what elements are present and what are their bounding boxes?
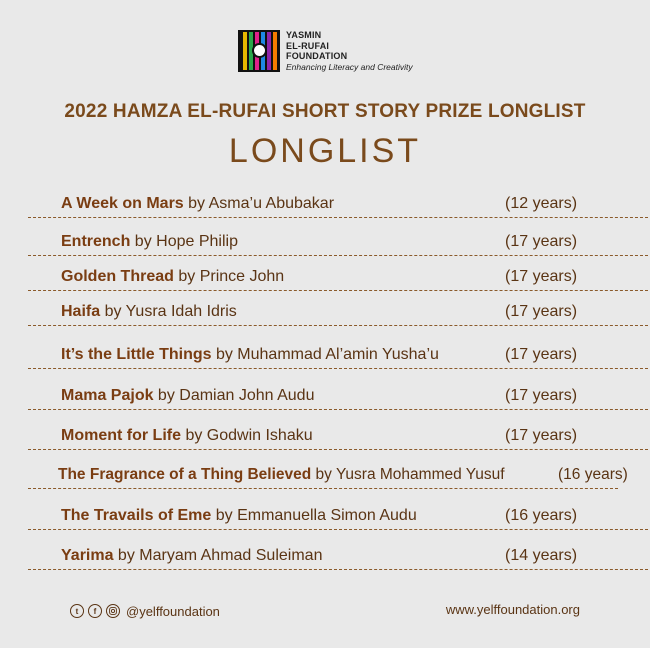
website-link[interactable]: www.yelffoundation.org [445,602,580,617]
list-item [28,261,648,291]
list-item [0,459,628,489]
dashed-divider [28,488,618,489]
story-author: by Hope Philip [130,233,238,250]
dashed-divider [28,255,648,256]
dashed-divider [28,449,648,450]
list-item [28,339,648,369]
story-title: Entrench [61,233,131,250]
story-title: Golden Thread [61,268,174,285]
story-title: A Week on Mars [61,195,184,212]
story-author: by Maryam Ahmad Suleiman [113,547,323,564]
dashed-divider [28,368,648,369]
logo-name-line-2: EL-RUFAI [286,40,330,51]
entry-age: (17 years) [505,303,578,320]
dashed-divider [28,569,648,570]
dashed-divider [28,409,648,410]
entry-age: (17 years) [505,387,578,404]
entry-text [61,233,238,251]
entry-age: (12 years) [505,195,578,212]
logo-name-line-1: YASMIN [286,30,322,40]
entry-age: (17 years) [505,427,578,444]
story-author: by Prince John [173,268,285,285]
story-title: Mama Pajok [61,387,154,404]
story-author: by Godwin Ishaku [181,427,313,444]
instagram-icon[interactable] [106,604,120,618]
twitter-icon[interactable]: t [70,604,84,618]
entry-age: (17 years) [505,346,578,363]
entry-text [61,507,417,525]
dashed-divider [28,290,648,291]
list-item [28,188,648,218]
story-author: by Emmanuella Simon Audu [211,507,417,524]
facebook-icon[interactable]: f [88,604,102,618]
list-item [28,500,648,530]
entry-age: (17 years) [505,268,578,285]
dashed-divider [28,325,648,326]
entry-text [61,547,322,565]
prize-title: 2022 HAMZA EL-RUFAI SHORT STORY PRIZE LONGLIST [64,101,586,122]
dashed-divider [28,529,648,530]
story-title: The Travails of Eme [61,507,212,524]
story-title: Yarima [61,547,114,564]
list-item [28,226,648,256]
list-item [28,420,648,450]
foundation-logo [238,30,428,76]
story-author: by Yusra Mohammed Yusuf [311,466,505,483]
story-author: by Damian John Audu [153,387,315,404]
story-title: Moment for Life [61,427,181,444]
entry-text [61,268,284,286]
logo-tagline: Enhancing Literacy and Creativity [286,61,413,72]
entry-text [61,346,439,364]
dashed-divider [28,217,648,218]
entry-text [61,427,313,445]
story-title: It’s the Little Things [61,346,212,363]
section-title: LONGLIST [228,132,422,170]
entry-text [61,303,237,321]
social-handle[interactable]: @yelffoundation [126,603,220,619]
entry-age: (17 years) [505,233,578,250]
social-footer [70,602,220,620]
flower-icon [254,45,265,56]
story-title: The Fragrance of a Thing Believed [58,466,312,483]
entry-age: (16 years) [505,507,578,524]
entry-text [61,387,314,405]
story-author: by Asma’u Abubakar [183,195,335,212]
entry-text [58,466,505,484]
logo-mark-icon [238,30,280,72]
entry-age: (16 years) [558,466,628,483]
story-title: Haifa [61,303,101,320]
entry-text [61,195,334,213]
list-item [28,296,648,326]
logo-name-line-3: FOUNDATION [286,51,348,61]
entry-age: (14 years) [505,547,578,564]
story-author: by Muhammad Al’amin Yusha’u [211,346,439,363]
list-item [28,540,648,570]
story-author: by Yusra Idah Idris [100,303,237,320]
logo-text [286,30,413,73]
list-item [28,380,648,410]
